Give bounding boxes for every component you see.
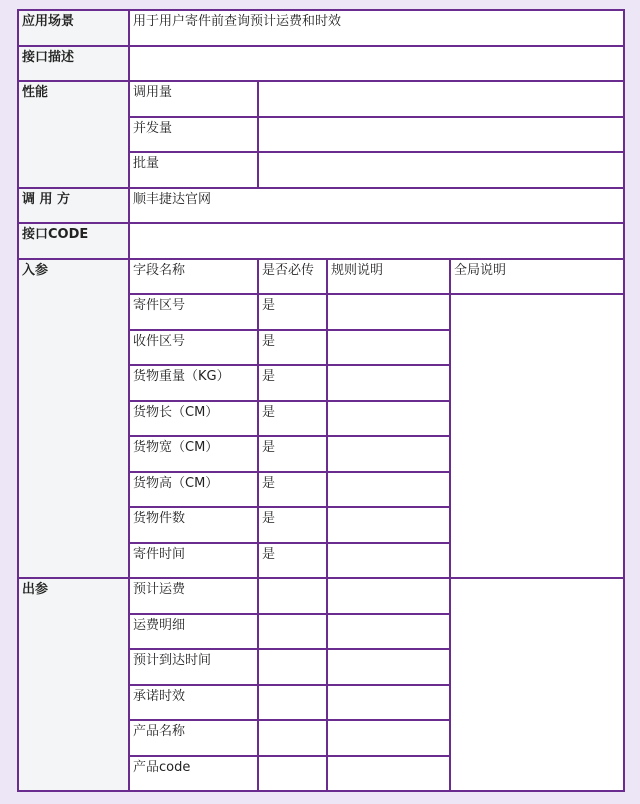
input-field-name: 货物长（CM） — [129, 401, 258, 437]
perf-item-value — [258, 81, 624, 117]
input-field-rule — [327, 436, 450, 472]
input-field-name: 货物件数 — [129, 507, 258, 543]
perf-item-value — [258, 152, 624, 188]
input-field-rule — [327, 401, 450, 437]
output-field-required — [258, 720, 327, 756]
input-field-required: 是 — [258, 507, 327, 543]
caller-value: 顺丰捷达官网 — [129, 188, 624, 224]
input-header-required: 是否必传 — [258, 259, 327, 295]
desc-row — [18, 46, 624, 82]
perf-label: 性能 — [18, 81, 129, 188]
perf-item-name: 批量 — [129, 152, 258, 188]
output-field-name: 运费明细 — [129, 614, 258, 650]
input-field-rule — [327, 472, 450, 508]
output-field-required — [258, 649, 327, 685]
input-label: 入参 — [18, 259, 129, 579]
input-field-required: 是 — [258, 365, 327, 401]
code-row — [18, 223, 624, 259]
input-field-required: 是 — [258, 436, 327, 472]
input-field-rule — [327, 507, 450, 543]
output-field-rule — [327, 756, 450, 792]
code-label: 接口CODE — [18, 223, 129, 259]
input-header-row — [18, 259, 624, 295]
perf-item-value — [258, 117, 624, 153]
output-field-name: 产品名称 — [129, 720, 258, 756]
input-field-required: 是 — [258, 330, 327, 366]
input-header-global: 全局说明 — [450, 259, 624, 295]
output-field-rule — [327, 685, 450, 721]
output-field-required — [258, 685, 327, 721]
input-field-required: 是 — [258, 543, 327, 579]
input-field-name: 货物重量（KG） — [129, 365, 258, 401]
code-value — [129, 223, 624, 259]
perf-row — [18, 81, 624, 117]
output-field-name: 预计到达时间 — [129, 649, 258, 685]
caller-row — [18, 188, 624, 224]
output-field-rule — [327, 578, 450, 614]
output-field-required — [258, 756, 327, 792]
input-field-rule — [327, 365, 450, 401]
output-global-note — [450, 578, 624, 791]
perf-item-name: 调用量 — [129, 81, 258, 117]
input-field-required: 是 — [258, 294, 327, 330]
output-field-name: 承诺时效 — [129, 685, 258, 721]
output-field-name: 预计运费 — [129, 578, 258, 614]
desc-label: 接口描述 — [18, 46, 129, 82]
output-field-rule — [327, 720, 450, 756]
input-field-rule — [327, 543, 450, 579]
output-field-rule — [327, 614, 450, 650]
input-field-name: 寄件时间 — [129, 543, 258, 579]
input-field-name: 货物宽（CM） — [129, 436, 258, 472]
input-field-rule — [327, 294, 450, 330]
output-field-rule — [327, 649, 450, 685]
perf-item-name: 并发量 — [129, 117, 258, 153]
output-field-required — [258, 614, 327, 650]
input-header-field-name: 字段名称 — [129, 259, 258, 295]
output-field-required — [258, 578, 327, 614]
input-header-rule: 规则说明 — [327, 259, 450, 295]
output-field-name: 产品code — [129, 756, 258, 792]
scene-value: 用于用户寄件前查询预计运费和时效 — [129, 10, 624, 46]
scene-label: 应用场景 — [18, 10, 129, 46]
desc-value — [129, 46, 624, 82]
input-field-rule — [327, 330, 450, 366]
input-field-name: 寄件区号 — [129, 294, 258, 330]
scene-row — [18, 10, 624, 46]
caller-label: 调 用 方 — [18, 188, 129, 224]
input-field-name: 货物高（CM） — [129, 472, 258, 508]
input-global-note — [450, 294, 624, 578]
api-spec-table — [17, 9, 625, 792]
output-field-row — [18, 578, 624, 614]
input-field-name: 收件区号 — [129, 330, 258, 366]
output-label: 出参 — [18, 578, 129, 791]
input-field-required: 是 — [258, 401, 327, 437]
input-field-required: 是 — [258, 472, 327, 508]
